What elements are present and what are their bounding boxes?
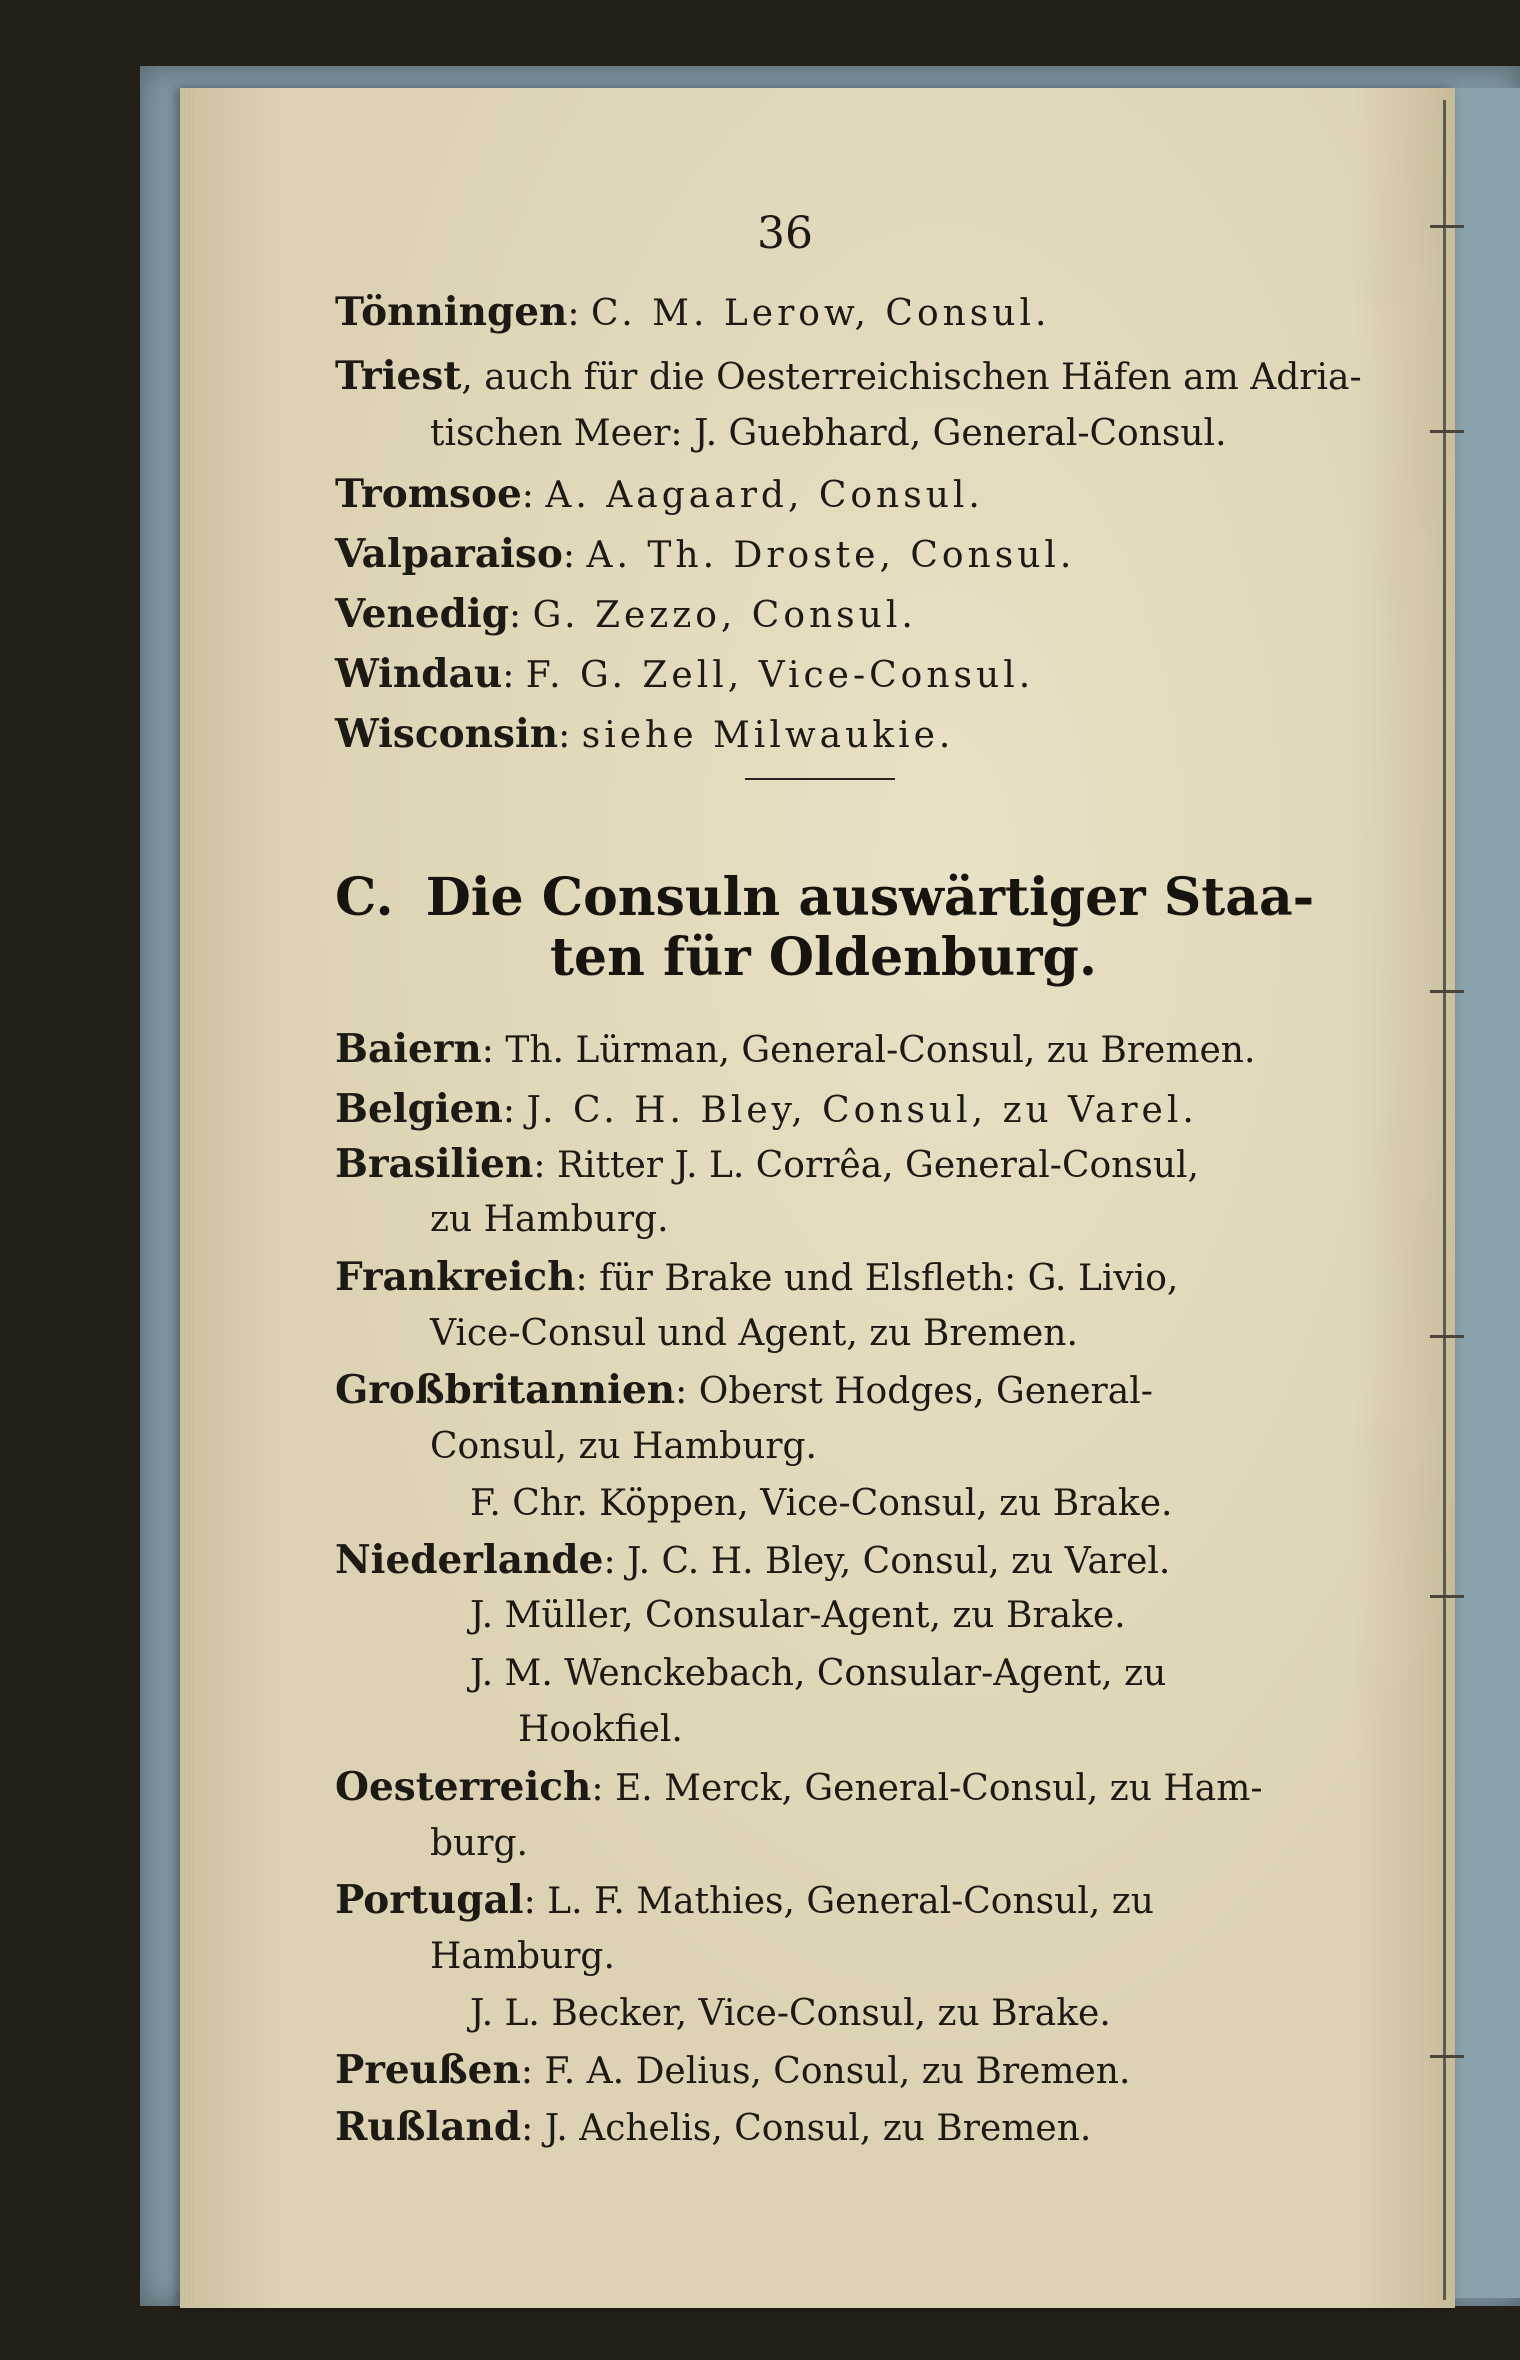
section-title-line1: Die Consuln auswärtiger Staa- bbox=[425, 867, 1315, 928]
entry-brasilien: Brasilien: Ritter J. L. Corrêa, General-Consul, bbox=[335, 1141, 1199, 1187]
entry-venedig: Venedig: G. Zezzo, Consul. bbox=[335, 591, 917, 637]
entry-grossbritannien-continued: Consul, zu Hamburg. bbox=[430, 1426, 817, 1467]
place-name: Windau bbox=[335, 651, 503, 697]
binding-stitch bbox=[1430, 990, 1464, 993]
book-cover-right-strip bbox=[1455, 88, 1520, 2298]
entry-grossbritannien: Großbritannien: Oberst Hodges, General- bbox=[335, 1367, 1153, 1413]
entry-triest bbox=[335, 352, 1362, 402]
entry-text: J. C. H. Bley, Consul, zu Varel. bbox=[627, 1541, 1171, 1582]
page-stack-edge bbox=[182, 92, 194, 2302]
entry-text: Th. Lürman, General-Consul, zu Bremen. bbox=[505, 1030, 1256, 1071]
entry-text: E. Merck, General-Consul, zu Ham- bbox=[614, 1768, 1263, 1809]
entry-triest-continued: tischen Meer: J. Guebhard, General-Consul. bbox=[430, 413, 1227, 454]
entry-text: F. A. Delius, Consul, zu Bremen. bbox=[544, 2051, 1131, 2092]
place-name: Baiern bbox=[335, 1026, 482, 1072]
entry-niederlande: Niederlande: J. C. H. Bley, Consul, zu Varel. bbox=[335, 1537, 1171, 1583]
entry-portugal-continued: Hamburg. bbox=[430, 1936, 615, 1977]
place-name: Niederlande bbox=[335, 1537, 604, 1583]
place-name: Brasilien bbox=[335, 1141, 534, 1187]
entry-niederlande-extra1: J. Müller, Consular-Agent, zu Brake. bbox=[470, 1595, 1126, 1636]
entry-niederlande-extra2: J. M. Wenckebach, Consular-Agent, zu bbox=[470, 1653, 1167, 1694]
place-name: Rußland bbox=[335, 2104, 522, 2150]
section-heading bbox=[335, 868, 1314, 928]
entry-tromsoe: Tromsoe: A. Aagaard, Consul. bbox=[335, 471, 984, 517]
place-name: Wisconsin bbox=[335, 711, 559, 757]
entry-oesterreich-continued: burg. bbox=[430, 1823, 528, 1864]
section-letter: C. bbox=[335, 867, 394, 928]
place-name: Preußen bbox=[335, 2047, 521, 2093]
entry-text: F. G. Zell, Vice-Consul. bbox=[525, 655, 1035, 696]
entry-frankreich: Frankreich: für Brake und Elsfleth: G. Livio, bbox=[335, 1254, 1179, 1300]
entry-portugal-extra: J. L. Becker, Vice-Consul, zu Brake. bbox=[470, 1993, 1111, 2034]
place-name: Tönningen bbox=[335, 289, 568, 335]
entry-toenningen: Tönningen: C. M. Lerow, Consul. bbox=[335, 289, 1051, 335]
section-title-line2: ten für Oldenburg. bbox=[550, 927, 1098, 988]
entry-text: siehe Milwaukie. bbox=[581, 715, 955, 756]
entry-windau: Windau: F. G. Zell, Vice-Consul. bbox=[335, 651, 1035, 697]
entry-text: für Brake und Elsfleth: G. Livio, bbox=[599, 1258, 1179, 1299]
entry-wisconsin: Wisconsin: siehe Milwaukie. bbox=[335, 711, 955, 757]
binding-stitch bbox=[1430, 430, 1464, 433]
section-divider bbox=[745, 778, 895, 780]
place-name: Portugal bbox=[335, 1877, 524, 1923]
entry-grossbritannien-extra: F. Chr. Köppen, Vice-Consul, zu Brake. bbox=[470, 1483, 1173, 1524]
entry-text: G. Zezzo, Consul. bbox=[532, 595, 917, 636]
entry-niederlande-extra2-continued: Hookfiel. bbox=[518, 1709, 683, 1750]
entry-text: C. M. Lerow, Consul. bbox=[590, 293, 1051, 334]
entry-belgien: Belgien: J. C. H. Bley, Consul, zu Varel. bbox=[335, 1086, 1198, 1132]
entry-text: J. C. H. Bley, Consul, zu Varel. bbox=[526, 1090, 1198, 1131]
binding-stitch bbox=[1430, 225, 1464, 228]
binding-stitch bbox=[1430, 1595, 1464, 1598]
place-name: Frankreich bbox=[335, 1254, 576, 1300]
entry-text: Ritter J. L. Corrêa, General-Consul, bbox=[556, 1145, 1199, 1186]
place-name: Valparaiso bbox=[335, 531, 563, 577]
binding-stitch bbox=[1430, 1335, 1464, 1338]
entry-portugal: Portugal: L. F. Mathies, General-Consul, zu bbox=[335, 1877, 1154, 1923]
place-name: Oesterreich bbox=[335, 1764, 592, 1810]
place-name: Venedig bbox=[335, 591, 510, 637]
entry-valparaiso: Valparaiso: A. Th. Droste, Consul. bbox=[335, 531, 1076, 577]
entry-text: J. Achelis, Consul, zu Bremen. bbox=[544, 2108, 1092, 2149]
binding-stitch bbox=[1430, 2055, 1464, 2058]
place-name: Tromsoe bbox=[335, 471, 522, 517]
entry-text: L. F. Mathies, General-Consul, zu bbox=[547, 1881, 1154, 1922]
entry-brasilien-continued: zu Hamburg. bbox=[430, 1199, 669, 1240]
entry-russland: Rußland: J. Achelis, Consul, zu Bremen. bbox=[335, 2104, 1092, 2150]
place-name: Triest bbox=[335, 353, 462, 399]
place-name: Belgien bbox=[335, 1086, 503, 1132]
page-number: 36 bbox=[757, 208, 813, 259]
place-name: Großbritannien bbox=[335, 1367, 676, 1413]
entry-text: , auch für die Oesterreichischen Häfen am Adria- bbox=[461, 357, 1362, 398]
entry-text: A. Th. Droste, Consul. bbox=[586, 535, 1076, 576]
entry-baiern: Baiern: Th. Lürman, General-Consul, zu Bremen. bbox=[335, 1026, 1256, 1072]
entry-text: A. Aagaard, Consul. bbox=[545, 475, 984, 516]
entry-frankreich-continued: Vice-Consul und Agent, zu Bremen. bbox=[430, 1313, 1078, 1354]
entry-oesterreich: Oesterreich: E. Merck, General-Consul, zu Ham- bbox=[335, 1764, 1263, 1810]
entry-text: Oberst Hodges, General- bbox=[698, 1371, 1153, 1412]
entry-preussen: Preußen: F. A. Delius, Consul, zu Bremen. bbox=[335, 2047, 1131, 2093]
